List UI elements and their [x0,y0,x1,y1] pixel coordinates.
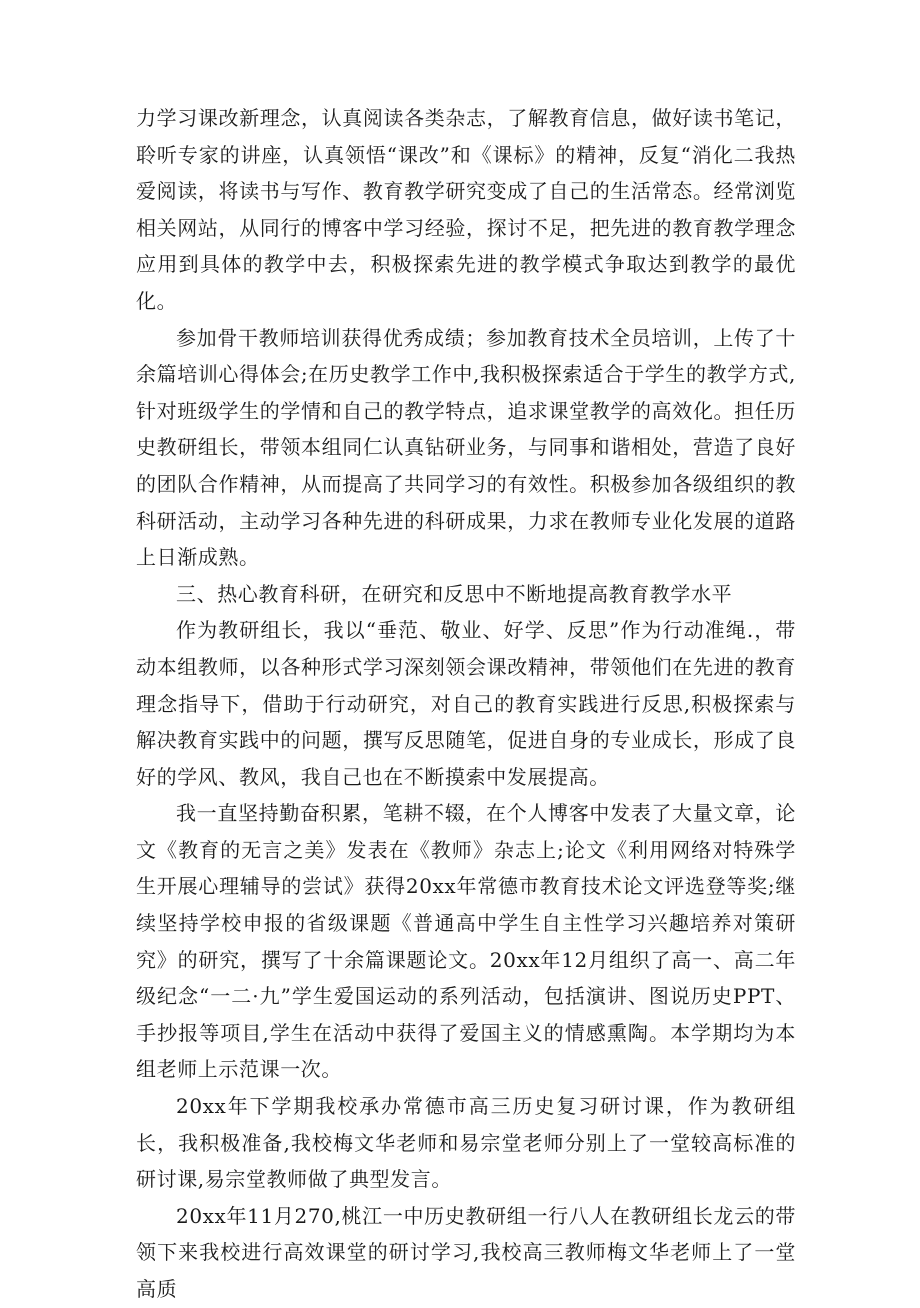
paragraph-2: 参加骨干教师培训获得优秀成绩；参加教育技术全员培训，上传了十余篇培训心得体会;在历史教学工作中,我积极探索适合于学生的教学方式,针对班级学生的学情和自己的教学特点，追求课堂教学的高效化。担任历史教研组长，带领本组同仁认真钻研业务，与同事和谐相处，营造了良好的团队合作精神，从而提高了共同学习的有效性。积极参加各级组织的教科研活动，主动学习各种先进的科研成果，力求在教师专业化发展的道路上日渐成熟。 [136,325,796,570]
paragraph-3: 作为教研组长，我以“垂范、敬业、好学、反思”作为行动准绳.，带动本组教师，以各种形式学习深刻领会课改精神，带领他们在先进的教育理念指导下，借助于行动研究，对自己的教育实践进行反思,积极探索与解决教育实践中的问题，撰写反思随笔，促进自身的专业成长，形成了良好的学风、教风，我自己也在不断摸索中发展提高。 [136,618,796,789]
section-heading: 三、热心教育科研，在研究和反思中不断地提高教育教学水平 [176,581,733,606]
paragraph-5: 20xx年下学期我校承办常德市高三历史复习研讨课，作为教研组长，我积极准备,我校梅文华老师和易宗堂老师分别上了一堂较高标准的研讨课,易宗堂教师做了典型发言。 [136,1094,796,1192]
paragraph-4: 我一直坚持勤奋积累，笔耕不辍，在个人博客中发表了大量文章，论文《教育的无言之美》发表在《教师》杂志上;论文《利用网络对特殊学生开展心理辅导的尝试》获得20xx年常德市教育技术论文评选登等奖;继续坚持学校申报的省级课题《普通高中学生自主性学习兴趣培养对策研究》的研究，撰写了十余篇课题论文。20xx年12月组织了高一、高二年级纪念“一二·九”学生爱国运动的系列活动，包括演讲、图说历史PPT、手抄报等项目,学生在活动中获得了爱国主义的情感熏陶。本学期均为本组老师上示范课一次。 [136,801,796,1082]
document-page [136,100,796,1308]
paragraph-1: 力学习课改新理念，认真阅读各类杂志，了解教育信息，做好读书笔记，聆听专家的讲座，认真领悟“课改”和《课标》的精神，反复“消化二我热爱阅读，将读书与写作、教育教学研究变成了自己的生活常态。经常浏览相关网站，从同行的博客中学习经验，探讨不足，把先进的教育教学理念应用到具体的教学中去，积极探索先进的教学模式争取达到教学的最优化。 [136,106,796,313]
paragraph-6: 20xx年11月270,桃江一中历史教研组一行八人在教研组长龙云的带领下来我校进行高效课堂的研讨学习,我校高三教师梅文华老师上了一堂高质 [136,1203,796,1301]
